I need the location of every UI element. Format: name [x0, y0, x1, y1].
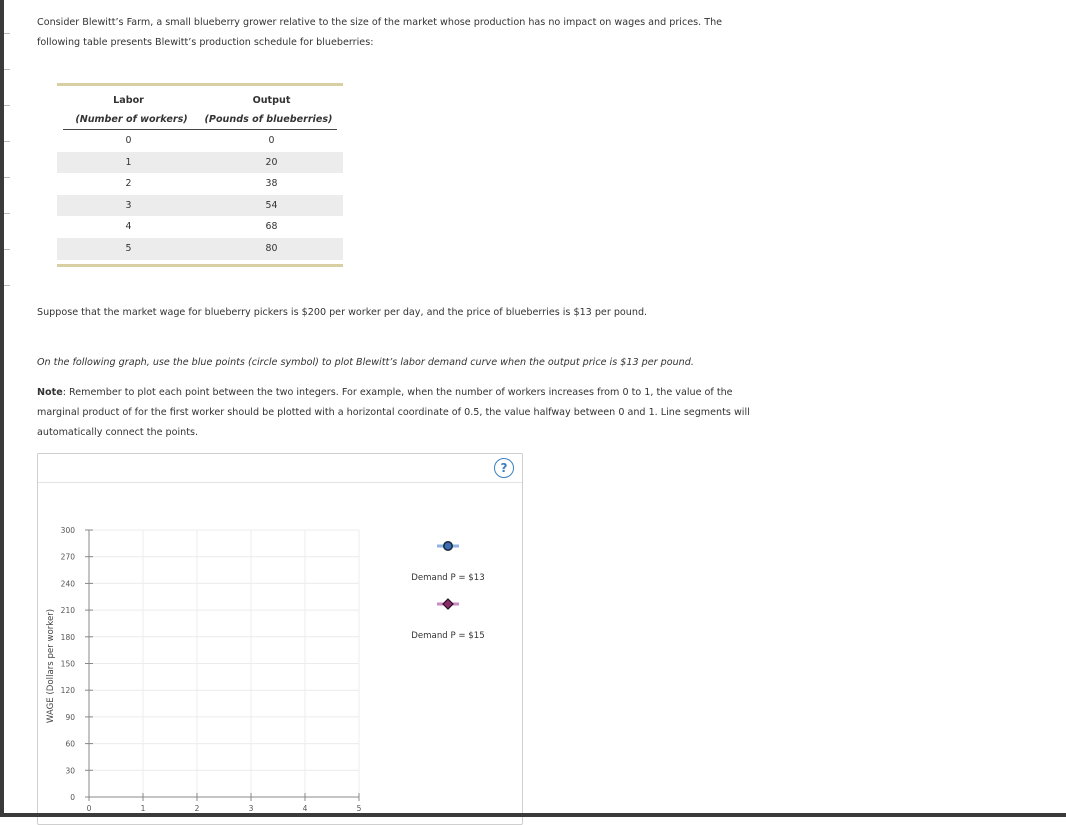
graph-panel — [37, 453, 523, 825]
help-icon[interactable]: ? — [494, 458, 514, 478]
cell-labor: 4 — [125, 221, 132, 233]
y-tick-label: 30 — [65, 766, 75, 776]
labor-demand-graph[interactable] — [38, 454, 522, 824]
x-tick-label: 3 — [248, 804, 254, 813]
header-output-sub: (Pounds of blueberries) — [204, 114, 333, 125]
intro-line-1: Consider Blewitt’s Farm, a small blueberry grower relative to the size of the market whose production has no impact on wages and prices. The — [37, 17, 723, 28]
y-axis-label: WAGE (Dollars per worker) — [46, 608, 56, 724]
y-axis-ticks — [61, 526, 93, 802]
table-header-subtitles — [63, 111, 337, 130]
y-tick-label: 0 — [70, 793, 75, 802]
y-tick-label: 120 — [60, 686, 75, 696]
bottom-frame-border — [0, 813, 1066, 817]
left-frame-ticks — [4, 0, 10, 817]
graph-legend — [411, 542, 484, 641]
header-output: Output — [252, 95, 291, 106]
x-axis-ticks — [87, 793, 362, 813]
table-row — [57, 130, 343, 152]
cell-output: 54 — [265, 199, 278, 211]
market-text: Suppose that the market wage for blueberry pickers is $200 per worker per day, and the price of blueberries is $13 per pound. — [37, 307, 648, 318]
cell-output: 0 — [268, 135, 275, 146]
note-label: Note — [37, 387, 63, 398]
cell-output: 68 — [265, 221, 278, 233]
y-tick-label: 60 — [65, 739, 75, 749]
note-line-1 — [37, 383, 733, 403]
x-tick-label: 5 — [356, 804, 362, 813]
intro-line-2: following table presents Blewitt’s production schedule for blueberries: — [37, 37, 374, 48]
y-tick-label: 150 — [60, 659, 75, 669]
instruction-italic: On the following graph, use the blue points (circle symbol) to plot Blewitt’s labor demand curve when the output price is $13 per pound. — [37, 357, 694, 368]
table-row — [57, 216, 343, 238]
y-tick-label: 300 — [60, 526, 75, 535]
table-bottom-rule — [57, 264, 343, 267]
cell-labor: 1 — [125, 156, 132, 168]
x-tick-label: 1 — [140, 804, 146, 813]
legend-label: Demand P = $13 — [411, 573, 485, 583]
y-tick-label: 90 — [65, 712, 75, 722]
table-row — [57, 238, 343, 260]
cell-labor: 5 — [125, 242, 132, 254]
x-tick-label: 4 — [302, 804, 308, 813]
cell-output: 80 — [265, 242, 278, 254]
note-line-3: automatically connect the points. — [37, 427, 199, 438]
instruction-text — [37, 353, 694, 373]
y-tick-label: 240 — [60, 579, 75, 589]
cell-labor: 0 — [125, 135, 132, 146]
header-labor: Labor — [113, 95, 144, 106]
y-tick-label: 270 — [60, 552, 75, 562]
legend-label: Demand P = $15 — [411, 631, 485, 641]
header-labor-sub: (Number of workers) — [75, 114, 188, 125]
table-row — [57, 195, 343, 217]
cell-labor: 3 — [125, 199, 132, 211]
y-tick-label: 180 — [60, 632, 75, 642]
cell-output: 20 — [265, 156, 278, 168]
legend-circle-icon — [444, 542, 452, 550]
note-text-1: : Remember to plot each point between the two integers. For example, when the number of workers increases from 0 to 1, the value of the — [62, 387, 733, 398]
table-row — [57, 173, 343, 195]
y-tick-label: 210 — [60, 606, 75, 616]
production-table — [57, 83, 343, 267]
table-header-titles — [57, 86, 343, 111]
cell-output: 38 — [265, 178, 278, 190]
table-row — [57, 152, 343, 174]
x-tick-label: 0 — [86, 804, 92, 813]
x-tick-label: 2 — [194, 804, 200, 813]
legend-diamond-icon — [443, 599, 453, 609]
note-line-2: marginal product of for the first worker should be plotted with a horizontal coordinate of 0.5, the value halfway between 0 and 1. Line segments will — [37, 407, 750, 418]
cell-labor: 2 — [125, 178, 132, 190]
graph-grid — [89, 530, 359, 797]
